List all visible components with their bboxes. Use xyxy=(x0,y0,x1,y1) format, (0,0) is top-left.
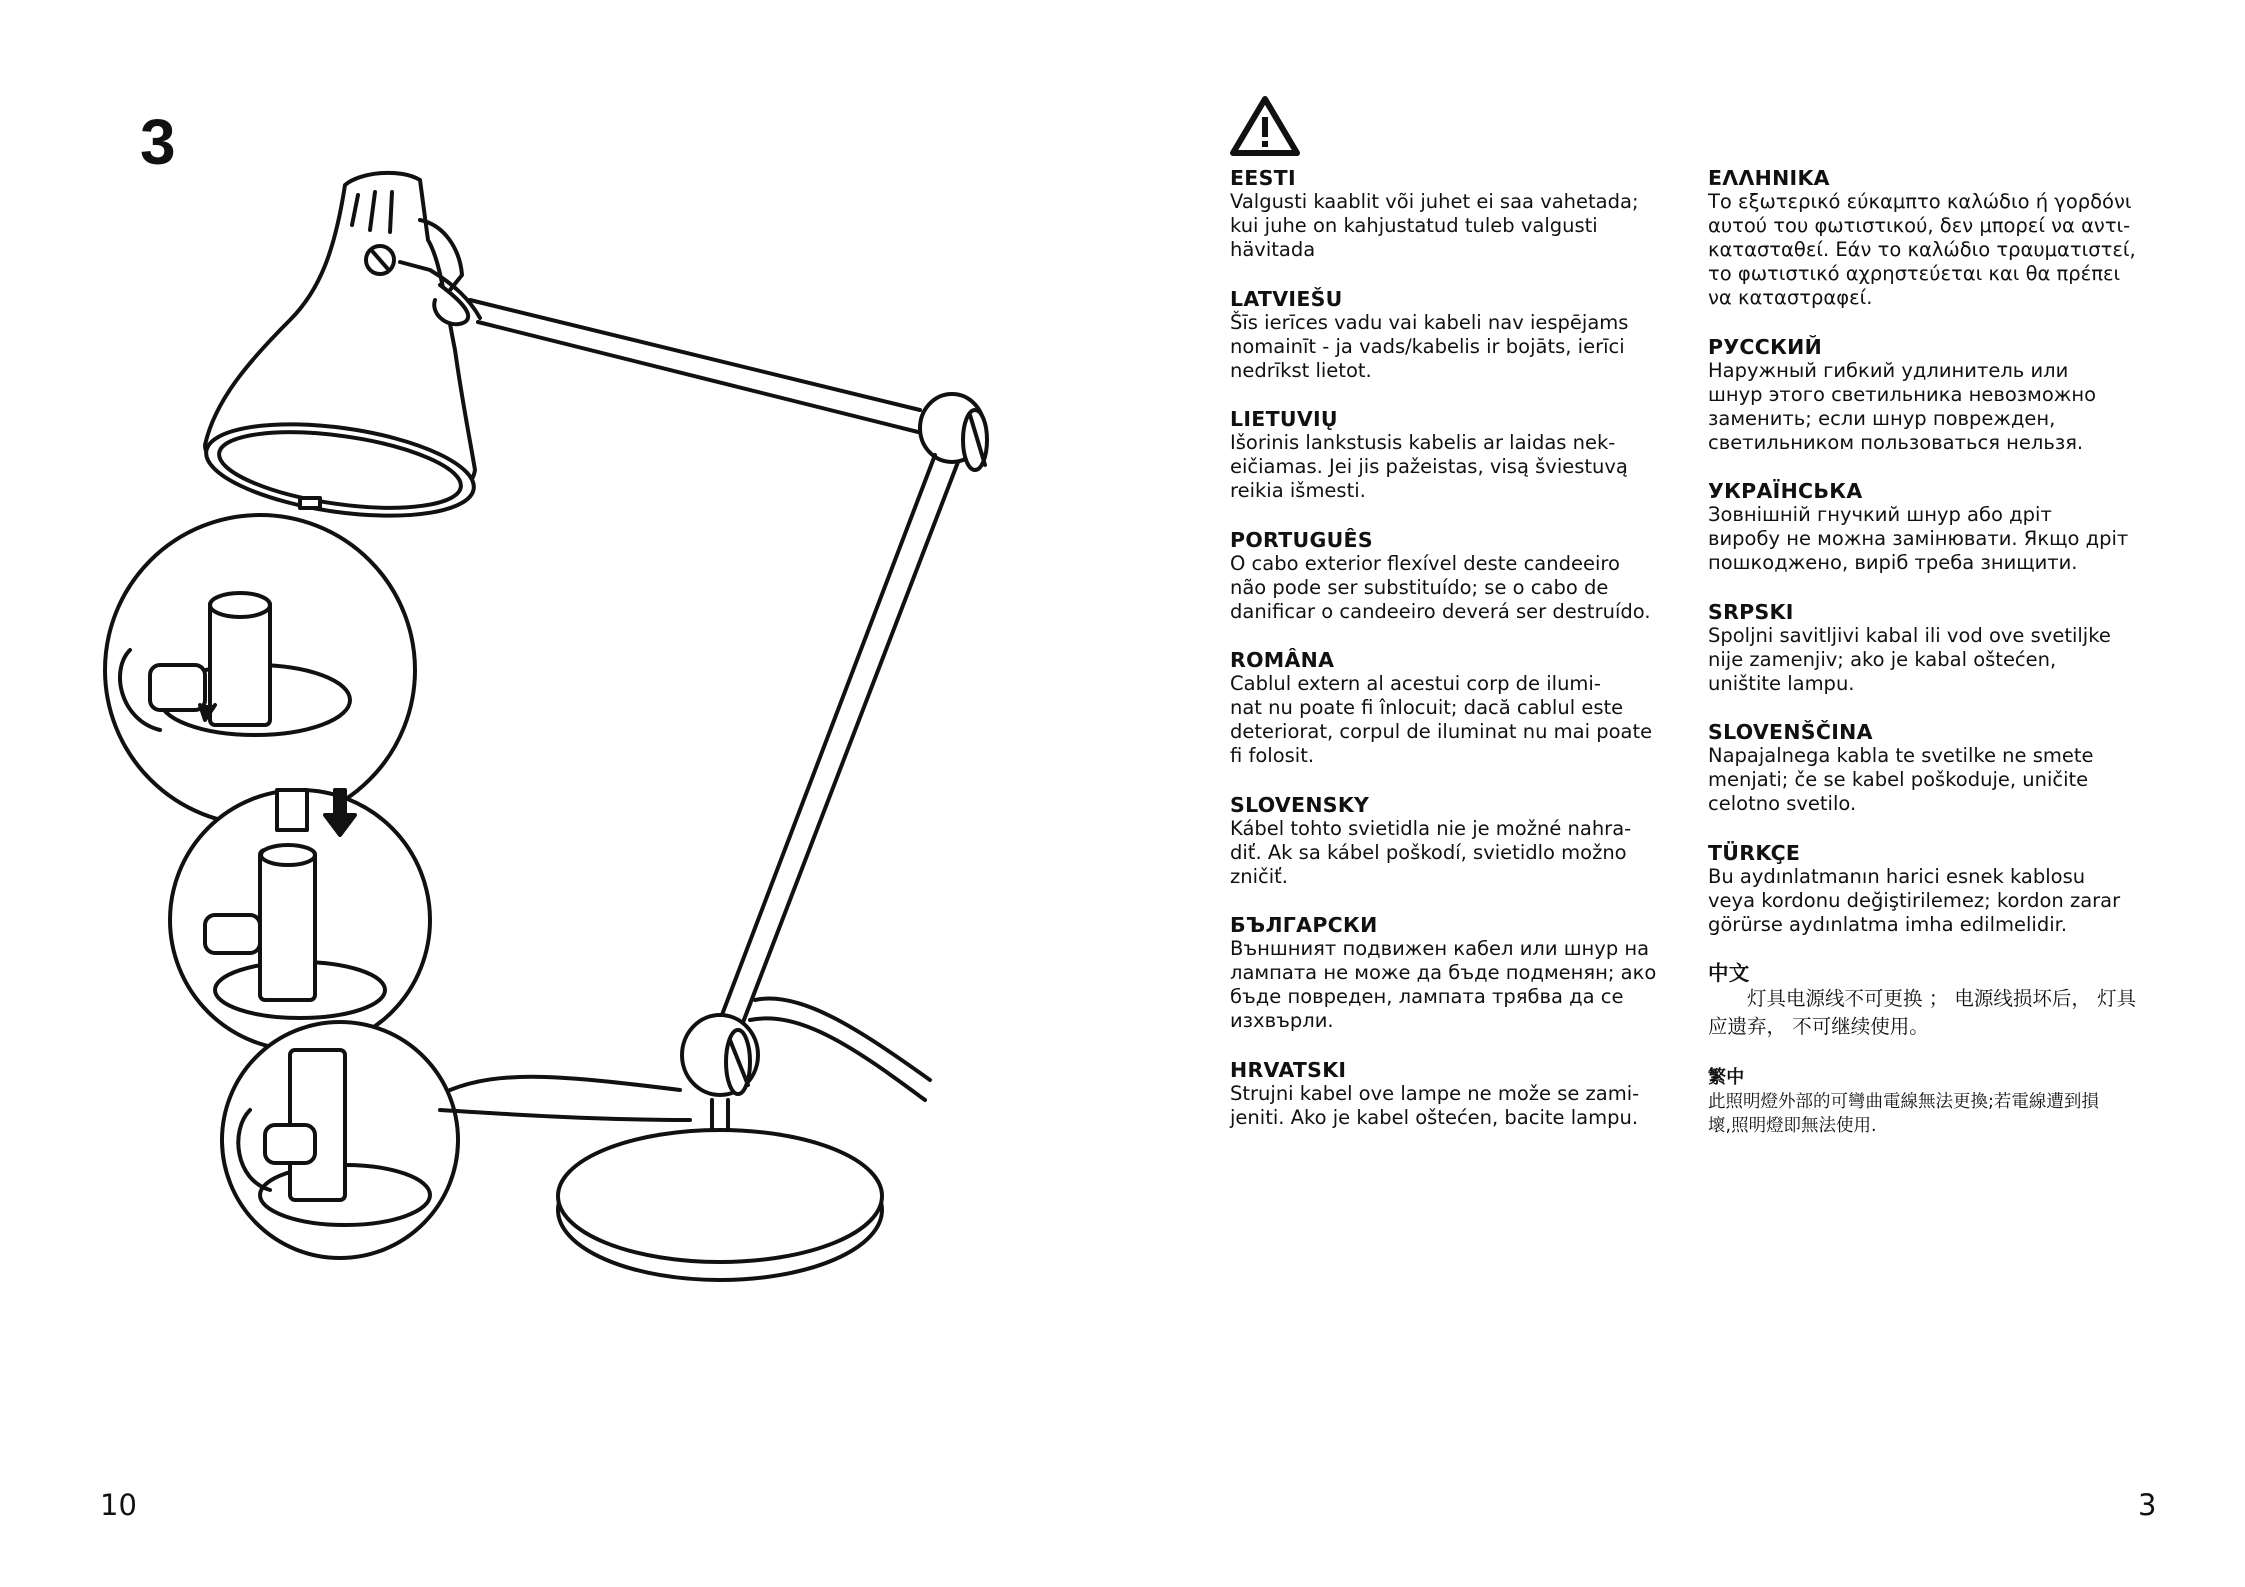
section-text: Napajalnega kabla te svetilke ne smete menjati; če se kabel poškoduje, uničite celotno svetilo. xyxy=(1708,744,2094,815)
section-text: Valgusti kaablit või juhet ei saa vahetada; kui juhe on kahjustatud tuleb valgusti hävitada xyxy=(1230,190,1639,261)
section-bulgarski xyxy=(1230,913,1680,1033)
section-text: 灯具电源线不可更换 ； 电源线损坏后， 灯具 应遗弃， 不可继续使用。 xyxy=(1708,987,2137,1038)
section-portugues xyxy=(1230,528,1680,624)
section-romana xyxy=(1230,648,1680,768)
section-turkce xyxy=(1708,841,2178,937)
section-slovensky xyxy=(1230,793,1680,889)
page-number-left: 10 xyxy=(100,1488,137,1522)
page-number-right: 3 xyxy=(2138,1488,2157,1522)
warning-column-right xyxy=(1708,166,2178,1162)
section-text: Šīs ierīces vadu vai kabeli nav iespējams nomainīt - ja vads/kabelis ir bojāts, ierīci nedrīkst lietot. xyxy=(1230,310,1629,382)
section-heading: ROMÂNA xyxy=(1230,648,1335,672)
section-heading: SRPSKI xyxy=(1708,599,1794,624)
section-slovenscina xyxy=(1708,720,2178,816)
section-heading: SLOVENŠČINA xyxy=(1708,720,1873,744)
section-heading: 中文 xyxy=(1708,961,1750,985)
section-heading: SLOVENSKY xyxy=(1230,792,1370,817)
section-text: O cabo exterior flexível deste candeeiro não pode ser substituído; se o cabo de danificar o candeeiro deverá ser destruído. xyxy=(1230,551,1651,623)
section-heading: EESTI xyxy=(1230,166,1296,190)
section-eesti xyxy=(1230,166,1680,262)
section-russkiy xyxy=(1708,335,2178,455)
section-ellinika xyxy=(1708,166,2178,310)
section-text: Външният подвижен кабел или шнур на лампата не може да бъде подменян; ако бъде повреден, лампата трябва да се изхвърли. xyxy=(1230,937,1657,1032)
section-latviesu xyxy=(1230,287,1680,383)
section-text: Kábel tohto svietidla nie je možné nahra- diť. Ak sa kábel poškodí, svietidlo možno zničiť. xyxy=(1230,816,1632,888)
section-heading: БЪЛГАРСКИ xyxy=(1230,913,1378,937)
warning-column-left xyxy=(1230,166,1680,1154)
section-lietuviu xyxy=(1230,407,1680,503)
step-number: 3 xyxy=(140,106,174,178)
section-heading: 繁中 xyxy=(1708,1066,1745,1088)
section-heading: HRVATSKI xyxy=(1230,1057,1347,1082)
section-zhongwen xyxy=(1708,961,2178,1041)
section-text: Зовнішній гнучкий шнур або дріт виробу не можна замінювати. Якщо дріт пошкоджено, виріб треба знищити. xyxy=(1708,503,2129,574)
section-fanzhong xyxy=(1708,1066,2178,1138)
section-hrvatski xyxy=(1230,1058,1680,1130)
section-text: Bu aydınlatmanın harici esnek kablosu veya kordonu değiştirilemez; kordon zarar görürse aydınlatma imha edilmelidir. xyxy=(1708,864,2121,936)
section-text: Spoljni savitljivi kabal ili vod ove svetiljke nije zamenjiv; ako je kabal oštećen, uništite lampu. xyxy=(1708,623,2111,695)
section-text: 此照明燈外部的可彎曲電線無法更換;若電線遭到損 壞,照明燈即無法使用. xyxy=(1708,1091,2099,1136)
section-heading: РУССКИЙ xyxy=(1708,334,1823,359)
section-heading: LATVIEŠU xyxy=(1230,286,1343,311)
section-heading: TÜRKÇE xyxy=(1708,840,1801,865)
section-heading: PORTUGUÊS xyxy=(1230,527,1373,552)
section-text: Strujni kabel ove lampe ne može se zami- jeniti. Ako je kabel oštećen, bacite lampu. xyxy=(1230,1081,1640,1129)
section-text: Το εξωτερικό εύκαμπτο καλώδιο ή γορδόνι αυτού του φωτιστικού, δεν μπορεί να αντι- κατασταθεί. Εάν το καλώδιο τραυματιστεί, το φωτιστικό αχρηστεύεται και θα πρέπει να καταστραφεί. xyxy=(1708,190,2136,309)
section-heading: LIETUVIŲ xyxy=(1230,407,1338,431)
section-srpski xyxy=(1708,600,2178,696)
section-text: Cablul extern al acestui corp de ilumi- nat nu poate fi înlocuit; dacă cablul este deteriorat, corpul de iluminat nu mai poate fi folosit. xyxy=(1230,672,1653,767)
section-text: Išorinis lankstusis kabelis ar laidas nek- eičiamas. Jei jis pažeistas, visą šviestuvą reikia išmesti. xyxy=(1230,431,1628,502)
section-ukrainska xyxy=(1708,479,2178,575)
detail-circle-1 xyxy=(105,515,415,825)
section-heading: УКРАЇНСЬКА xyxy=(1708,479,1863,503)
lamp-assembly-illustration xyxy=(0,0,1100,1400)
section-heading: ΕΛΛΗΝΙΚΑ xyxy=(1708,166,1830,190)
warning-triangle-icon xyxy=(1230,95,1300,157)
section-text: Наружный гибкий удлинитель или шнур этого светильника невозможно заменить; если шнур поврежден, светильником пользоваться нельзя. xyxy=(1708,358,2097,454)
detail-circle-2 xyxy=(170,790,430,1050)
